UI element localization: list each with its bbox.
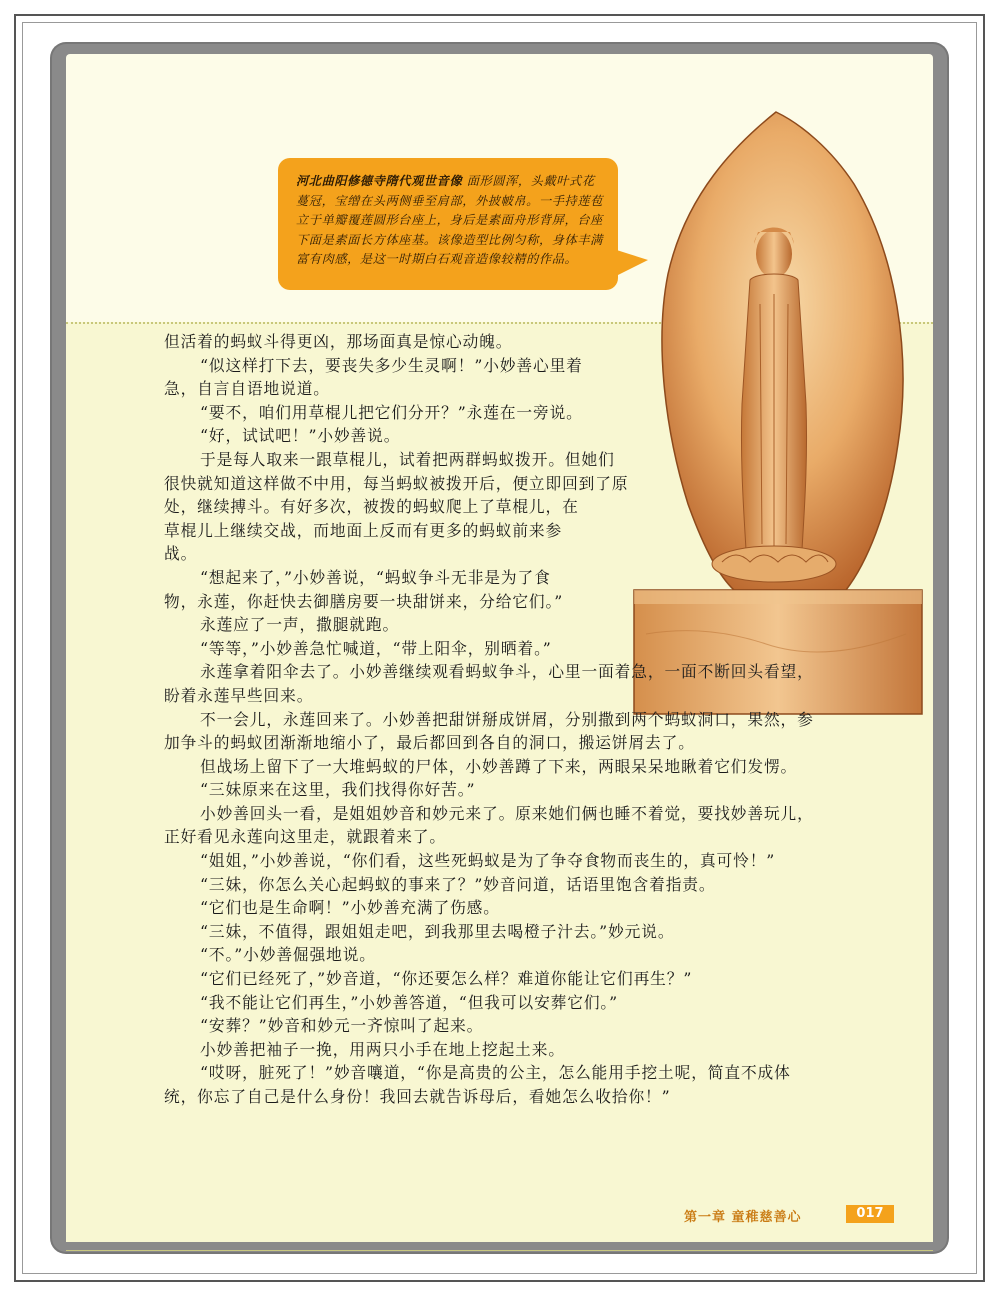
paragraph-line: 小妙善把袖子一挽，用两只小手在地上挖起土来。 — [200, 1039, 565, 1059]
paragraph-line: “三妹，不值得，跟姐姐走吧，到我那里去喝橙子汁去。”妙元说。 — [200, 921, 675, 941]
paragraph-line: “不。”小妙善倔强地说。 — [200, 945, 376, 965]
paragraph-line: “三妹，你怎么关心起蚂蚁的事来了？”妙音问道，话语里饱含着指责。 — [200, 874, 716, 894]
caption-title: 河北曲阳修德寺隋代观世音像 — [296, 174, 463, 188]
paragraph-line: “姐姐，”小妙善说，“你们看，这些死蚂蚁是为了争夺食物而丧生的，真可怜！” — [200, 851, 776, 871]
paragraph-line: “哎呀，脏死了！”妙音嚷道，“你是高贵的公主，怎么能用手挖土呢，简直不成体 — [200, 1063, 791, 1083]
statue-caption — [278, 158, 618, 290]
paragraph-line: “它们已经死了，”妙音道，“你还要怎么样？难道你能让它们再生？” — [200, 969, 693, 989]
paragraph-line: 于是每人取来一跟草棍儿，试着把两群蚂蚁拨开。但她们 — [200, 449, 615, 469]
page-number: 017 — [846, 1205, 894, 1223]
chapter-title: 第一章 童稚慈善心 — [684, 1210, 802, 1225]
footer-rule — [66, 1250, 933, 1251]
paragraph-line: “等等，”小妙善急忙喊道，“带上阳伞，别晒着。” — [200, 638, 552, 658]
paragraph-line: “似这样打下去，要丧失多少生灵啊！”小妙善心里着 — [200, 355, 583, 375]
paragraph-line: “安葬？”妙音和妙元一齐惊叫了起来。 — [200, 1016, 484, 1036]
paragraph-line: 但战场上留下了一大堆蚂蚁的尸体，小妙善蹲了下来，两眼呆呆地瞅着它们发愣。 — [200, 756, 798, 776]
paragraph-line: “要不，咱们用草棍儿把它们分开？”永莲在一旁说。 — [200, 402, 583, 422]
paragraph-line: 很快就知道这样做不中用，每当蚂蚁被拨开后，便立即回到了原 — [164, 473, 629, 493]
paragraph-line: 处，继续搏斗。有好多次，被拨的蚂蚁爬上了草棍儿，在 — [164, 497, 579, 517]
paragraph-line: 战。 — [164, 544, 198, 564]
paragraph-line: 急，自言自语地说道。 — [164, 379, 330, 399]
paragraph-line: “想起来了，”小妙善说，“蚂蚁争斗无非是为了食 — [200, 567, 551, 587]
paragraph-line: 小妙善回头一看，是姐姐妙音和妙元来了。原来她们俩也睡不着觉，要找妙善玩儿， — [200, 803, 814, 823]
paragraph-line: 永莲应了一声，撒腿就跑。 — [200, 615, 400, 635]
paragraph-line: 不一会儿，永莲回来了。小妙善把甜饼掰成饼屑，分别撒到两个蚂蚁洞口，果然，参 — [200, 709, 814, 729]
paragraph-line: 但活着的蚂蚁斗得更凶，那场面真是惊心动魄。 — [164, 332, 513, 351]
paragraph-line: 永莲拿着阳伞去了。小妙善继续观看蚂蚁争斗，心里一面着急，一面不断回头看望， — [200, 662, 814, 682]
story-text — [164, 330, 884, 1109]
paragraph-line: 统，你忘了自己是什么身份！我回去就告诉母后，看她怎么收拾你！” — [164, 1087, 671, 1106]
paragraph-line: 加争斗的蚂蚁团渐渐地缩小了，最后都回到各自的洞口，搬运饼屑去了。 — [164, 733, 695, 753]
caption-text — [296, 172, 604, 270]
paragraph-line: 草棍儿上继续交战，而地面上反而有更多的蚂蚁前来参 — [164, 520, 563, 540]
paragraph-line: “好，试试吧！”小妙善说。 — [200, 426, 401, 446]
paragraph-line: “我不能让它们再生，”小妙善答道，“但我可以安葬它们。” — [200, 992, 619, 1012]
paragraph-line: 正好看见永莲向这里走，就跟着来了。 — [164, 827, 446, 847]
paragraph-line: “三妹原来在这里，我们找得你好苦。” — [200, 780, 476, 800]
paragraph-line: 盼着永莲早些回来。 — [164, 685, 314, 705]
caption-body: 面形圆浑，头戴叶式花蔓冠，宝缯在头两侧垂至肩部，外披帔帛。一手持莲苞立于单瓣覆莲圆形台座上，身后是素面舟形背屏，台座下面是素面长方体座基。该像造型比例匀称，身体丰满富有肉感，是这一时期白石观音造像较精的作品。 — [296, 174, 603, 266]
paragraph-line: “它们也是生命啊！”小妙善充满了伤感。 — [200, 898, 500, 918]
paragraph-line: 物，永莲，你赶快去御膳房要一块甜饼来，分给它们。” — [164, 591, 564, 611]
